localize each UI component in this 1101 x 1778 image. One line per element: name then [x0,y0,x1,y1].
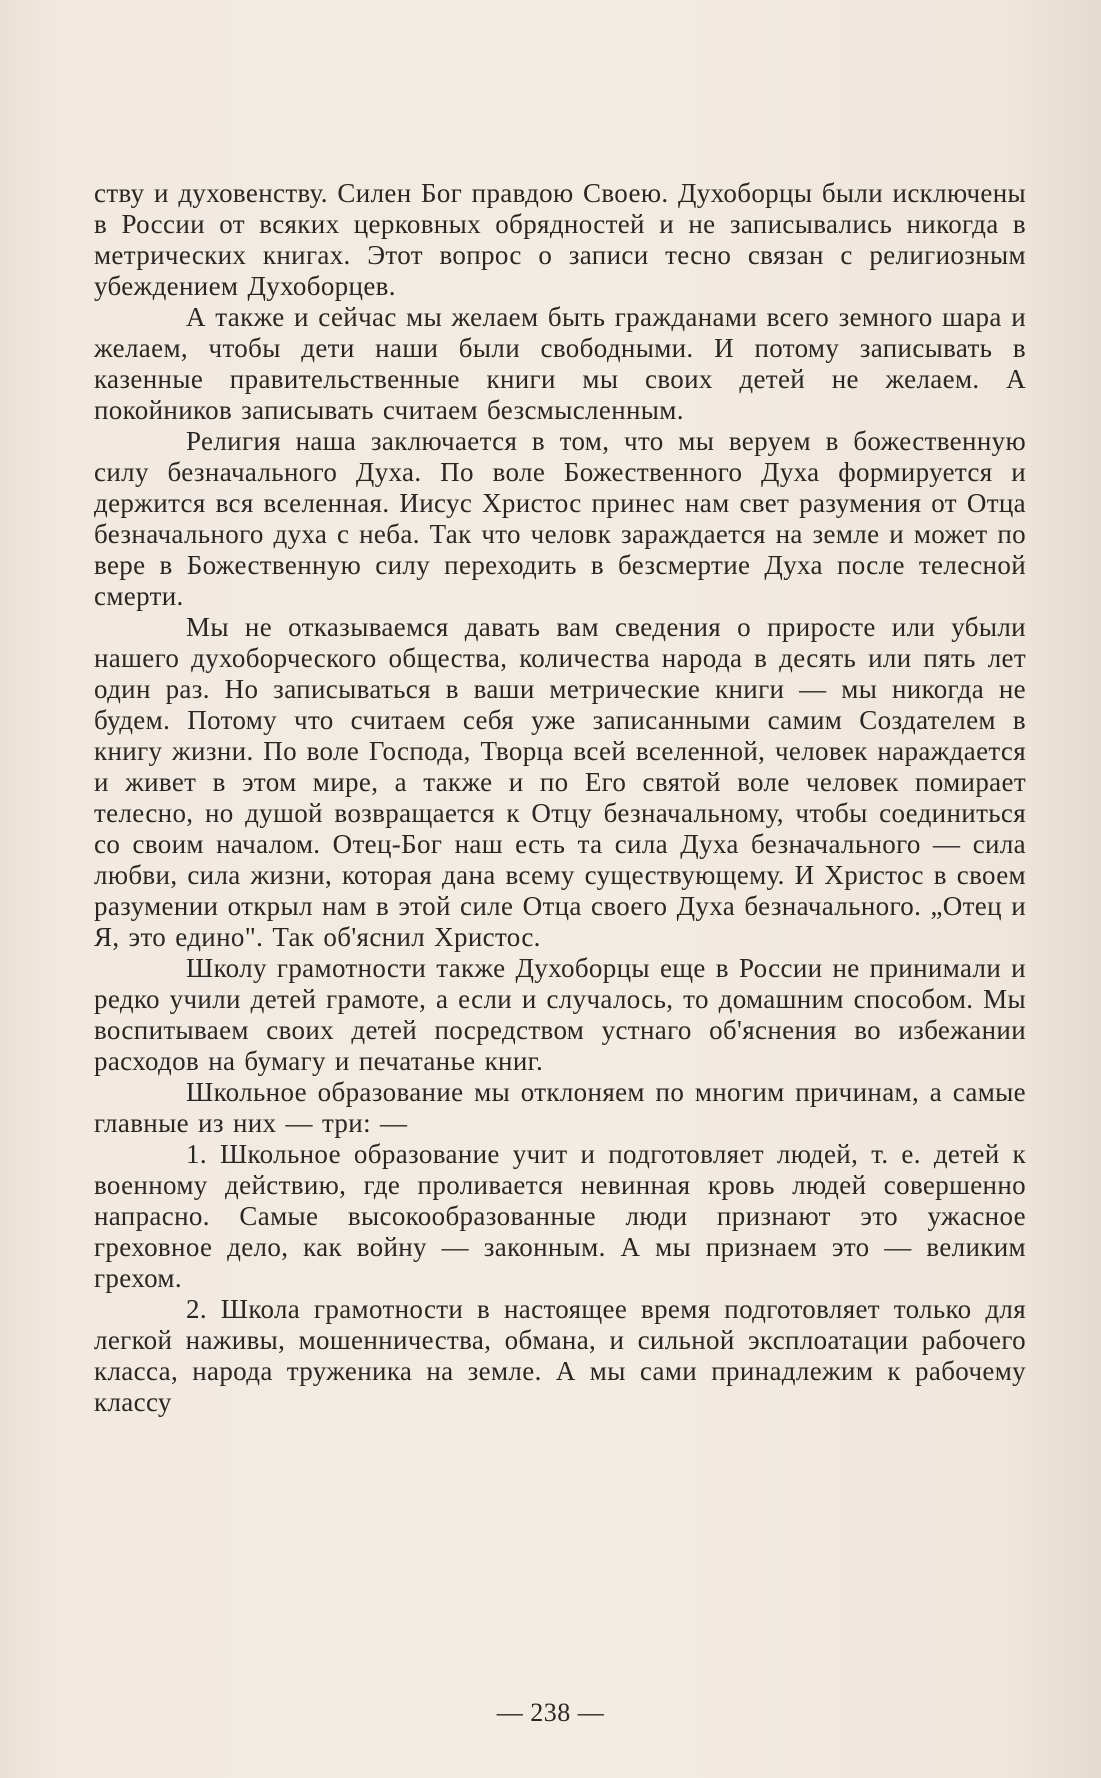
paragraph: Мы не отказываемся давать вам сведения о приросте или убыли нашего духоборческого общества, количества народа в десять или пять лет один раз. Но записываться в ваши метрические книги — мы никогда не будем. Потому что считаем себя уже записанными самим Создателем в книгу жизни. По воле Господа, Творца всей вселенной, человек нараждается и живет в этом мире, а также и по Его святой воле человек помирает телесно, но душой возвращается к Отцу безначальному, чтобы соединиться со своим началом. Отец-Бог наш есть та сила Духа безначального — сила любви, сила жизни, которая дана всему существующему. И Христос в своем разумении открыл нам в этой силе Отца своего Духа безначального. „Отец и Я, это едино". Так об'яснил Христос. [94,612,1026,952]
numbered-paragraph: 2. Школа грамотности в настоящее время подготовляет только для легкой наживы, мошенничества, обмана, и сильной эксплоатации рабочего класса, народа труженика на земле. А мы сами принадлежим к рабочему классу [94,1294,1026,1417]
paragraph: А также и сейчас мы желаем быть гражданами всего земного шара и желаем, чтобы дети наши были свободными. И потому записывать в казенные правительственные книги мы своих детей не желаем. А покойников записывать считаем безсмысленным. [94,302,1026,425]
page-body-text [94,178,1026,1418]
paragraph-continuation: ству и духовенству. Силен Бог правдою Своею. Духоборцы были исключены в России от всяких церковных обрядностей и не записывались никогда в метрических книгах. Этот вопрос о записи тесно связан с религиозным убеждением Духоборцев. [94,178,1026,301]
paragraph: Школьное образование мы отклоняем по многим причинам, а самые главные из них — три: — [94,1077,1026,1138]
paragraph: Религия наша заключается в том, что мы веруем в божественную силу безначального Духа. По воле Божественного Духа формируется и держится вся вселенная. Иисус Христос принес нам свет разумения от Отца безначального духа с неба. Так что человк зараждается на земле и может по вере в Божественную силу переходить в безсмертие Духа после телесной смерти. [94,426,1026,611]
numbered-paragraph: 1. Школьное образование учит и подготовляет людей, т. е. детей к военному действию, где проливается невинная кровь людей совершенно напрасно. Самые высокообразованные люди признают это ужасное греховное дело, как войну — законным. А мы признаем это — великим грехом. [94,1139,1026,1293]
paragraph: Школу грамотности также Духоборцы еще в России не принимали и редко учили детей грамоте, а если и случалось, то домашним способом. Мы воспитываем своих детей посредством устнаго об'яснения во избежании расходов на бумагу и печатанье книг. [94,953,1026,1076]
page-number: — 238 — [496,1698,605,1727]
